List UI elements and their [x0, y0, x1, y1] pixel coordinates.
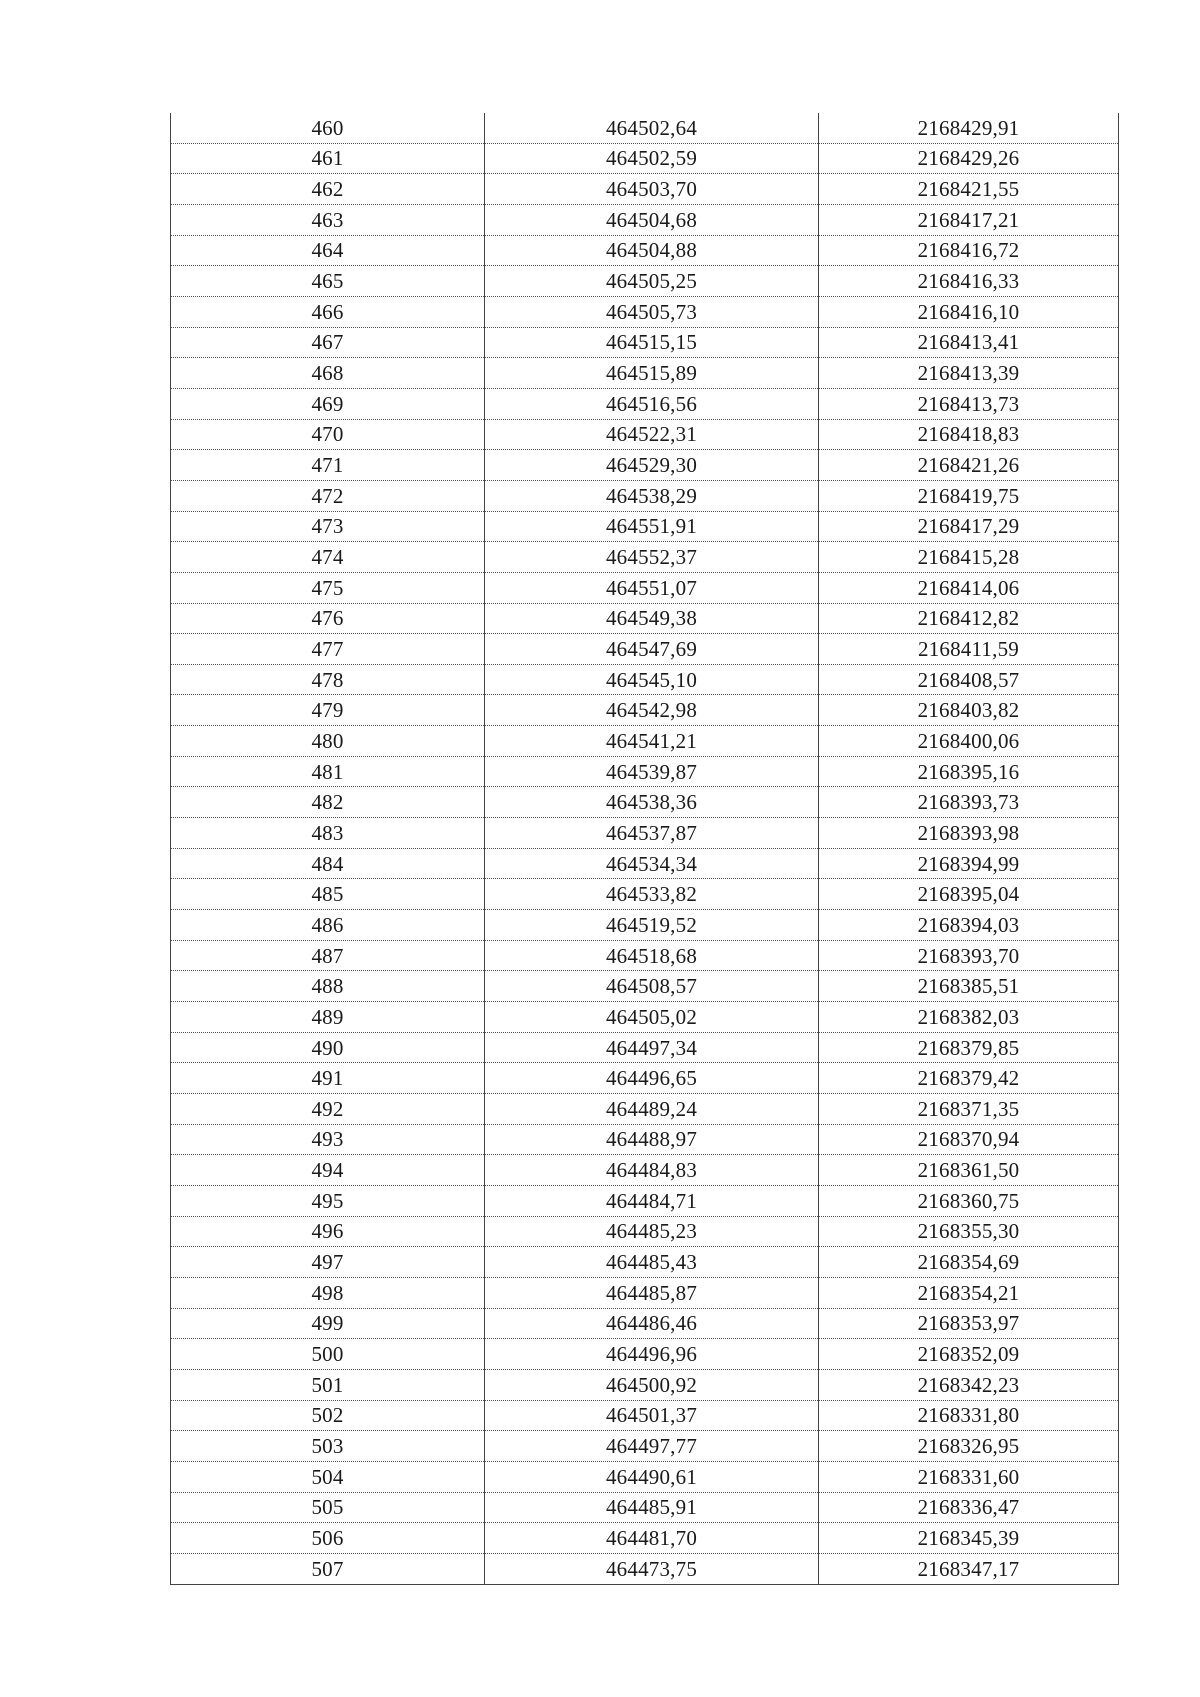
point-number-cell: 472 — [171, 480, 485, 511]
table-row — [171, 1063, 1119, 1094]
point-number-cell: 474 — [171, 542, 485, 573]
coordinates-table-body — [171, 113, 1119, 1584]
table-row — [171, 113, 1119, 143]
table-row — [171, 787, 1119, 818]
x-coordinate-cell: 464538,36 — [485, 787, 819, 818]
x-coordinate-cell: 464497,34 — [485, 1032, 819, 1063]
table-row — [171, 971, 1119, 1002]
point-number-cell: 473 — [171, 511, 485, 542]
point-number-cell: 507 — [171, 1553, 485, 1584]
table-row — [171, 940, 1119, 971]
y-coordinate-cell: 2168421,55 — [819, 174, 1119, 205]
table-row — [171, 174, 1119, 205]
y-coordinate-cell: 2168400,06 — [819, 726, 1119, 757]
table-row — [171, 1339, 1119, 1370]
table-row — [171, 1032, 1119, 1063]
y-coordinate-cell: 2168354,69 — [819, 1247, 1119, 1278]
x-coordinate-cell: 464516,56 — [485, 388, 819, 419]
point-number-cell: 460 — [171, 113, 485, 143]
point-number-cell: 503 — [171, 1431, 485, 1462]
table-row — [171, 1369, 1119, 1400]
point-number-cell: 497 — [171, 1247, 485, 1278]
x-coordinate-cell: 464519,52 — [485, 910, 819, 941]
table-row — [171, 235, 1119, 266]
y-coordinate-cell: 2168379,42 — [819, 1063, 1119, 1094]
y-coordinate-cell: 2168413,41 — [819, 327, 1119, 358]
point-number-cell: 504 — [171, 1461, 485, 1492]
y-coordinate-cell: 2168371,35 — [819, 1094, 1119, 1125]
y-coordinate-cell: 2168354,21 — [819, 1277, 1119, 1308]
point-number-cell: 501 — [171, 1369, 485, 1400]
table-row — [171, 1247, 1119, 1278]
point-number-cell: 486 — [171, 910, 485, 941]
y-coordinate-cell: 2168331,80 — [819, 1400, 1119, 1431]
y-coordinate-cell: 2168394,99 — [819, 848, 1119, 879]
table-row — [171, 848, 1119, 879]
y-coordinate-cell: 2168361,50 — [819, 1155, 1119, 1186]
x-coordinate-cell: 464508,57 — [485, 971, 819, 1002]
point-number-cell: 487 — [171, 940, 485, 971]
y-coordinate-cell: 2168429,26 — [819, 143, 1119, 174]
x-coordinate-cell: 464518,68 — [485, 940, 819, 971]
table-row — [171, 603, 1119, 634]
x-coordinate-cell: 464542,98 — [485, 695, 819, 726]
x-coordinate-cell: 464500,92 — [485, 1369, 819, 1400]
x-coordinate-cell: 464485,87 — [485, 1277, 819, 1308]
y-coordinate-cell: 2168417,21 — [819, 204, 1119, 235]
table-row — [171, 756, 1119, 787]
x-coordinate-cell: 464484,83 — [485, 1155, 819, 1186]
x-coordinate-cell: 464488,97 — [485, 1124, 819, 1155]
x-coordinate-cell: 464504,68 — [485, 204, 819, 235]
x-coordinate-cell: 464497,77 — [485, 1431, 819, 1462]
point-number-cell: 476 — [171, 603, 485, 634]
point-number-cell: 499 — [171, 1308, 485, 1339]
table-row — [171, 1216, 1119, 1247]
point-number-cell: 492 — [171, 1094, 485, 1125]
x-coordinate-cell: 464534,34 — [485, 848, 819, 879]
point-number-cell: 502 — [171, 1400, 485, 1431]
x-coordinate-cell: 464485,91 — [485, 1492, 819, 1523]
table-row — [171, 818, 1119, 849]
point-number-cell: 484 — [171, 848, 485, 879]
y-coordinate-cell: 2168326,95 — [819, 1431, 1119, 1462]
x-coordinate-cell: 464533,82 — [485, 879, 819, 910]
table-row — [171, 572, 1119, 603]
y-coordinate-cell: 2168417,29 — [819, 511, 1119, 542]
table-row — [171, 266, 1119, 297]
x-coordinate-cell: 464505,02 — [485, 1002, 819, 1033]
y-coordinate-cell: 2168411,59 — [819, 634, 1119, 665]
y-coordinate-cell: 2168352,09 — [819, 1339, 1119, 1370]
x-coordinate-cell: 464551,91 — [485, 511, 819, 542]
x-coordinate-cell: 464515,15 — [485, 327, 819, 358]
table-row — [171, 511, 1119, 542]
y-coordinate-cell: 2168347,17 — [819, 1553, 1119, 1584]
table-row — [171, 204, 1119, 235]
point-number-cell: 505 — [171, 1492, 485, 1523]
y-coordinate-cell: 2168429,91 — [819, 113, 1119, 143]
point-number-cell: 462 — [171, 174, 485, 205]
point-number-cell: 489 — [171, 1002, 485, 1033]
point-number-cell: 496 — [171, 1216, 485, 1247]
point-number-cell: 482 — [171, 787, 485, 818]
point-number-cell: 478 — [171, 664, 485, 695]
y-coordinate-cell: 2168414,06 — [819, 572, 1119, 603]
table-row — [171, 542, 1119, 573]
x-coordinate-cell: 464539,87 — [485, 756, 819, 787]
table-row — [171, 143, 1119, 174]
coordinates-table — [170, 113, 1119, 1585]
x-coordinate-cell: 464529,30 — [485, 450, 819, 481]
x-coordinate-cell: 464496,96 — [485, 1339, 819, 1370]
y-coordinate-cell: 2168419,75 — [819, 480, 1119, 511]
x-coordinate-cell: 464486,46 — [485, 1308, 819, 1339]
point-number-cell: 471 — [171, 450, 485, 481]
point-number-cell: 500 — [171, 1339, 485, 1370]
y-coordinate-cell: 2168413,73 — [819, 388, 1119, 419]
x-coordinate-cell: 464503,70 — [485, 174, 819, 205]
x-coordinate-cell: 464522,31 — [485, 419, 819, 450]
x-coordinate-cell: 464547,69 — [485, 634, 819, 665]
point-number-cell: 506 — [171, 1523, 485, 1554]
x-coordinate-cell: 464484,71 — [485, 1185, 819, 1216]
y-coordinate-cell: 2168416,72 — [819, 235, 1119, 266]
table-row — [171, 695, 1119, 726]
table-row — [171, 1492, 1119, 1523]
y-coordinate-cell: 2168393,73 — [819, 787, 1119, 818]
x-coordinate-cell: 464502,64 — [485, 113, 819, 143]
y-coordinate-cell: 2168393,98 — [819, 818, 1119, 849]
x-coordinate-cell: 464501,37 — [485, 1400, 819, 1431]
table-row — [171, 1553, 1119, 1584]
x-coordinate-cell: 464545,10 — [485, 664, 819, 695]
point-number-cell: 483 — [171, 818, 485, 849]
point-number-cell: 468 — [171, 358, 485, 389]
point-number-cell: 488 — [171, 971, 485, 1002]
x-coordinate-cell: 464485,43 — [485, 1247, 819, 1278]
point-number-cell: 481 — [171, 756, 485, 787]
y-coordinate-cell: 2168416,33 — [819, 266, 1119, 297]
x-coordinate-cell: 464552,37 — [485, 542, 819, 573]
table-row — [171, 1523, 1119, 1554]
table-row — [171, 664, 1119, 695]
table-row — [171, 388, 1119, 419]
y-coordinate-cell: 2168395,16 — [819, 756, 1119, 787]
table-row — [171, 450, 1119, 481]
point-number-cell: 467 — [171, 327, 485, 358]
y-coordinate-cell: 2168379,85 — [819, 1032, 1119, 1063]
x-coordinate-cell: 464490,61 — [485, 1461, 819, 1492]
y-coordinate-cell: 2168345,39 — [819, 1523, 1119, 1554]
point-number-cell: 466 — [171, 296, 485, 327]
x-coordinate-cell: 464489,24 — [485, 1094, 819, 1125]
y-coordinate-cell: 2168403,82 — [819, 695, 1119, 726]
y-coordinate-cell: 2168360,75 — [819, 1185, 1119, 1216]
table-row — [171, 1124, 1119, 1155]
table-row — [171, 1185, 1119, 1216]
point-number-cell: 463 — [171, 204, 485, 235]
y-coordinate-cell: 2168395,04 — [819, 879, 1119, 910]
table-row — [171, 1002, 1119, 1033]
point-number-cell: 493 — [171, 1124, 485, 1155]
x-coordinate-cell: 464502,59 — [485, 143, 819, 174]
point-number-cell: 464 — [171, 235, 485, 266]
point-number-cell: 480 — [171, 726, 485, 757]
x-coordinate-cell: 464505,73 — [485, 296, 819, 327]
x-coordinate-cell: 464481,70 — [485, 1523, 819, 1554]
point-number-cell: 469 — [171, 388, 485, 419]
y-coordinate-cell: 2168382,03 — [819, 1002, 1119, 1033]
point-number-cell: 491 — [171, 1063, 485, 1094]
point-number-cell: 485 — [171, 879, 485, 910]
table-row — [171, 1400, 1119, 1431]
point-number-cell: 477 — [171, 634, 485, 665]
x-coordinate-cell: 464496,65 — [485, 1063, 819, 1094]
x-coordinate-cell: 464473,75 — [485, 1553, 819, 1584]
table-row — [171, 1431, 1119, 1462]
table-row — [171, 1461, 1119, 1492]
table-row — [171, 1094, 1119, 1125]
y-coordinate-cell: 2168385,51 — [819, 971, 1119, 1002]
x-coordinate-cell: 464505,25 — [485, 266, 819, 297]
point-number-cell: 495 — [171, 1185, 485, 1216]
point-number-cell: 475 — [171, 572, 485, 603]
table-row — [171, 1155, 1119, 1186]
x-coordinate-cell: 464537,87 — [485, 818, 819, 849]
y-coordinate-cell: 2168413,39 — [819, 358, 1119, 389]
point-number-cell: 465 — [171, 266, 485, 297]
table-row — [171, 634, 1119, 665]
x-coordinate-cell: 464541,21 — [485, 726, 819, 757]
x-coordinate-cell: 464504,88 — [485, 235, 819, 266]
y-coordinate-cell: 2168342,23 — [819, 1369, 1119, 1400]
y-coordinate-cell: 2168394,03 — [819, 910, 1119, 941]
y-coordinate-cell: 2168355,30 — [819, 1216, 1119, 1247]
table-row — [171, 296, 1119, 327]
x-coordinate-cell: 464515,89 — [485, 358, 819, 389]
table-row — [171, 910, 1119, 941]
point-number-cell: 479 — [171, 695, 485, 726]
table-row — [171, 1277, 1119, 1308]
table-row — [171, 358, 1119, 389]
y-coordinate-cell: 2168353,97 — [819, 1308, 1119, 1339]
x-coordinate-cell: 464549,38 — [485, 603, 819, 634]
x-coordinate-cell: 464538,29 — [485, 480, 819, 511]
y-coordinate-cell: 2168415,28 — [819, 542, 1119, 573]
table-row — [171, 419, 1119, 450]
point-number-cell: 461 — [171, 143, 485, 174]
y-coordinate-cell: 2168393,70 — [819, 940, 1119, 971]
y-coordinate-cell: 2168370,94 — [819, 1124, 1119, 1155]
y-coordinate-cell: 2168408,57 — [819, 664, 1119, 695]
y-coordinate-cell: 2168416,10 — [819, 296, 1119, 327]
table-row — [171, 327, 1119, 358]
point-number-cell: 498 — [171, 1277, 485, 1308]
y-coordinate-cell: 2168418,83 — [819, 419, 1119, 450]
x-coordinate-cell: 464485,23 — [485, 1216, 819, 1247]
point-number-cell: 490 — [171, 1032, 485, 1063]
y-coordinate-cell: 2168421,26 — [819, 450, 1119, 481]
y-coordinate-cell: 2168336,47 — [819, 1492, 1119, 1523]
x-coordinate-cell: 464551,07 — [485, 572, 819, 603]
table-row — [171, 1308, 1119, 1339]
y-coordinate-cell: 2168331,60 — [819, 1461, 1119, 1492]
table-row — [171, 480, 1119, 511]
point-number-cell: 494 — [171, 1155, 485, 1186]
table-row — [171, 879, 1119, 910]
table-row — [171, 726, 1119, 757]
point-number-cell: 470 — [171, 419, 485, 450]
y-coordinate-cell: 2168412,82 — [819, 603, 1119, 634]
